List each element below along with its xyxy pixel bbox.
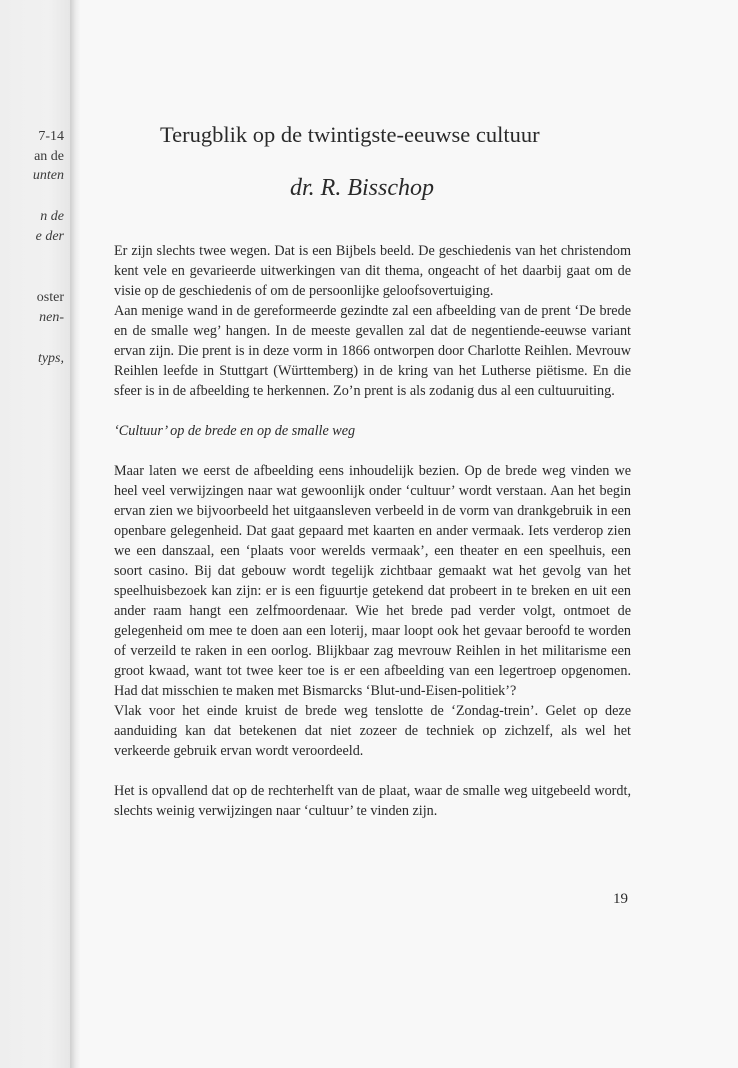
- paragraph: Er zijn slechts twee wegen. Dat is een Bijbels beeld. De geschiedenis van het christendom kent vele en gevarieerde uitwerkingen van dit thema, ongeacht of het daarbij gaat om de visie op de geschiedenis of om de persoonlijke geloofsovertuiging.: [114, 243, 631, 299]
- article-body: [114, 241, 631, 821]
- section-heading: ‘Cultuur’ op de brede en op de smalle weg: [114, 423, 356, 439]
- page-number: 19: [613, 891, 628, 907]
- prev-page-fragment: an de: [34, 149, 64, 164]
- book-gutter: [70, 0, 80, 1068]
- author-name: dr. R. Bisschop: [290, 175, 434, 201]
- paragraph: Aan menige wand in de gereformeerde gezindte zal een afbeelding van de prent ‘De brede en de smalle weg’ hangen. In de meeste gevallen zal dat de negentiende-eeuwse variant ervan zijn. Die prent is in deze vorm in 1866 ontworpen door Charlotte Reihlen. Mevrouw Reihlen leefde in Stuttgart (Württemberg) in de kring van het Lutherse piëtisme. En die sfeer is in de afbeelding te herkennen. Zo’n prent is als zodanig dus al een cultuuruiting.: [114, 303, 631, 399]
- prev-page-fragment: oster: [36, 290, 64, 305]
- prev-page-fragment: 7-14: [38, 129, 64, 144]
- prev-page-fragment: unten: [32, 168, 64, 183]
- prev-page-fragment: nen-: [39, 310, 64, 325]
- prev-page-fragment: e der: [35, 229, 64, 244]
- page-title: Terugblik op de twintigste-eeuwse cultuur: [160, 122, 540, 147]
- prev-page-fragment: typs,: [37, 351, 64, 366]
- paragraph: Vlak voor het einde kruist de brede weg tenslotte de ‘Zondag-trein’. Gelet op deze aanduiding kan dat betekenen dat niet zozeer de techniek op zichzelf, als wel het verkeerde gebruik ervan wordt veroordeeld.: [114, 703, 631, 759]
- previous-page-edge: [0, 0, 70, 1068]
- prev-page-fragment: n de: [40, 209, 64, 224]
- book-page: [80, 0, 738, 1068]
- paragraph: Maar laten we eerst de afbeelding eens inhoudelijk bezien. Op de brede weg vinden we heel veel verwijzingen naar wat gewoonlijk onder ‘cultuur’ wordt verstaan. Aan het begin ervan zien we bijvoorbeeld het uitgaansleven verbeeld in de vorm van drankgebruik in een openbare gelegenheid. Dat gaat gepaard met kaarten en ander vermaak. Iets verderop zien we een danszaal, een ‘plaats voor werelds vermaak’, een theater en een speelhuis, een soort casino. Bij dat gebouw wordt tegelijk zichtbaar gemaakt wat het gevolg van het speelhuisbezoek kan zijn: er is een figuurtje getekend dat probeert in te breken en uit een ander raam hangt een zelfmoordenaar. Wie het brede pad verder volgt, ontmoet de gelegenheid om mee te doen aan een loterij, maar loopt ook het gevaar beroofd te worden of verzeild te raken in een oorlog. Blijkbaar zag mevrouw Reihlen in het militarisme een groot kwaad, want tot twee keer toe is er een afbeelding van een legertroep opgenomen. Had dat misschien te maken met Bismarcks ‘Blut-und-Eisen-politiek’?: [114, 463, 631, 699]
- paragraph: Het is opvallend dat op de rechterhelft van de plaat, waar de smalle weg uitgebeeld wordt, slechts weinig verwijzingen naar ‘cultuur’ te vinden zijn.: [114, 783, 631, 819]
